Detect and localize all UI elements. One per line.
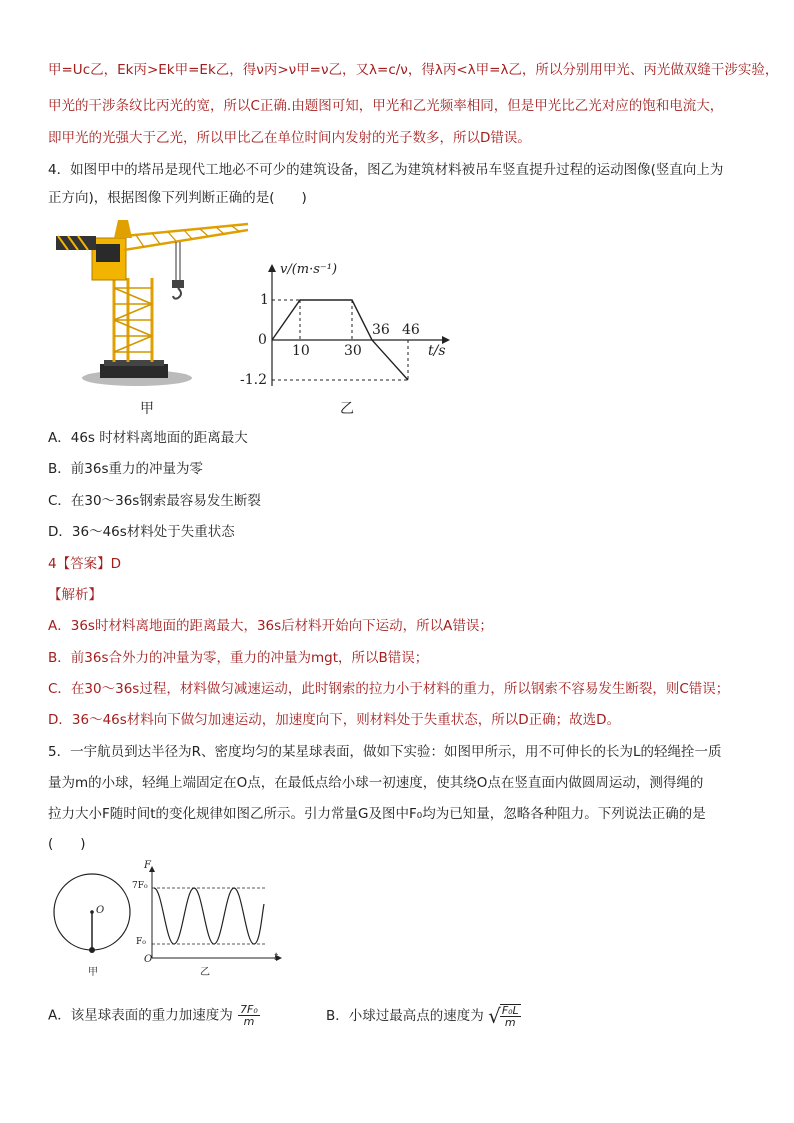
q4-option-b: B．前36s重力的冲量为零 bbox=[48, 461, 203, 477]
q4-answer: 4【答案】D bbox=[48, 556, 121, 572]
q4-option-c: C．在30～36s钢索最容易发生断裂 bbox=[48, 493, 261, 509]
q5-option-a-den: m bbox=[243, 1015, 255, 1028]
q5-option-b bbox=[326, 1004, 522, 1028]
q5-option-a-fraction bbox=[238, 1004, 260, 1027]
tick-label-10: 10 bbox=[292, 343, 310, 359]
prev-line-2: 甲光的干涉条纹比丙光的宽，所以C正确.由题图可知，甲光和乙光频率相同，但是甲光比乙光对应的饱和电流大， bbox=[48, 98, 724, 114]
q5-option-b-text: B．小球过最高点的速度为 bbox=[326, 1008, 484, 1024]
origin-o-label: O bbox=[144, 954, 153, 965]
tick-label-neg1-2: -1.2 bbox=[240, 372, 267, 388]
ft-graph-caption: 乙 bbox=[200, 967, 210, 978]
force-time-graph bbox=[142, 864, 284, 964]
q5-option-a bbox=[48, 1004, 261, 1027]
tower-crane-figure bbox=[52, 218, 262, 390]
q5-option-b-den: m bbox=[504, 1016, 516, 1029]
graph-xlabel: t/s bbox=[428, 343, 446, 359]
graph-caption: 乙 bbox=[340, 401, 354, 417]
q5-option-b-fraction bbox=[500, 1004, 521, 1028]
q4-analysis-title: 【解析】 bbox=[48, 587, 102, 603]
velocity-time-graph bbox=[250, 262, 460, 392]
f-bottom-label: F₀ bbox=[136, 937, 146, 947]
q4-option-d: D．36～46s材料处于失重状态 bbox=[48, 524, 235, 540]
f-top-label: 7F₀ bbox=[132, 881, 148, 891]
tick-label-1: 1 bbox=[260, 292, 269, 308]
center-label: O bbox=[96, 905, 105, 916]
q4-analysis-d: D．36～46s材料向下做匀加速运动，加速度向下，则材料处于失重状态，所以D正确；故选D。 bbox=[48, 712, 621, 728]
sqrt-icon: √ bbox=[488, 1004, 501, 1028]
q4-analysis-b: B．前36s合外力的冲量为零，重力的冲量为mgt，所以B错误； bbox=[48, 650, 429, 666]
q5-stem-1: 5．一宇航员到达半径为R、密度均匀的某星球表面，做如下实验：如图甲所示，用不可伸长的长为L的轻绳拴一质 bbox=[48, 744, 722, 760]
q4-stem-2: 正方向)，根据图像下列判断正确的是( ) bbox=[48, 190, 307, 206]
f-axis-label: F bbox=[144, 860, 151, 871]
circle-caption: 甲 bbox=[88, 967, 98, 978]
q5-option-b-num: F₀L bbox=[501, 1004, 519, 1017]
t-axis-label: t bbox=[274, 952, 279, 963]
tick-label-30: 30 bbox=[344, 343, 362, 359]
crane-caption: 甲 bbox=[140, 401, 154, 417]
prev-line-1: 甲=Uc乙，Ek丙>Ek甲=Ek乙，得ν丙>ν甲=ν乙，又λ=c/ν，得λ丙<λ甲=λ乙，所以分别用甲光、丙光做双缝干涉实验， bbox=[48, 62, 779, 78]
prev-line-3: 即甲光的光强大于乙光，所以甲比乙在单位时间内发射的光子数多，所以D错误。 bbox=[48, 130, 531, 146]
q5-stem-2: 量为m的小球，轻绳上端固定在O点，在最低点给小球一初速度，使其绕O点在竖直面内做圆周运动，测得绳的 bbox=[48, 775, 704, 791]
tick-label-36: 36 bbox=[372, 322, 390, 338]
q4-analysis-c: C．在30～36s过程，材料做匀减速运动，此时钢索的拉力小于材料的重力，所以钢索不容易发生断裂，则C错误； bbox=[48, 681, 730, 697]
origin-label: 0 bbox=[258, 332, 267, 348]
q4-analysis-a: A．36s时材料离地面的距离最大，36s后材料开始向下运动，所以A错误； bbox=[48, 618, 493, 634]
q5-option-a-num: 7F₀ bbox=[240, 1003, 258, 1016]
graph-ylabel: v/(m·s⁻¹) bbox=[280, 262, 338, 277]
q4-stem-1: 4．如图甲中的塔吊是现代工地必不可少的建筑设备，图乙为建筑材料被吊车竖直提升过程的运动图像(竖直向上为 bbox=[48, 162, 724, 178]
q5-option-a-text: A．该星球表面的重力加速度为 bbox=[48, 1007, 233, 1024]
q5-stem-3: 拉力大小F随时间t的变化规律如图乙所示。引力常量G及图中F₀均为已知量，忽略各种阻力。下列说法正确的是 bbox=[48, 806, 706, 822]
q4-option-a: A．46s 时材料离地面的距离最大 bbox=[48, 430, 248, 446]
q5-stem-4: ( ) bbox=[48, 836, 86, 852]
tick-label-46: 46 bbox=[402, 322, 420, 338]
